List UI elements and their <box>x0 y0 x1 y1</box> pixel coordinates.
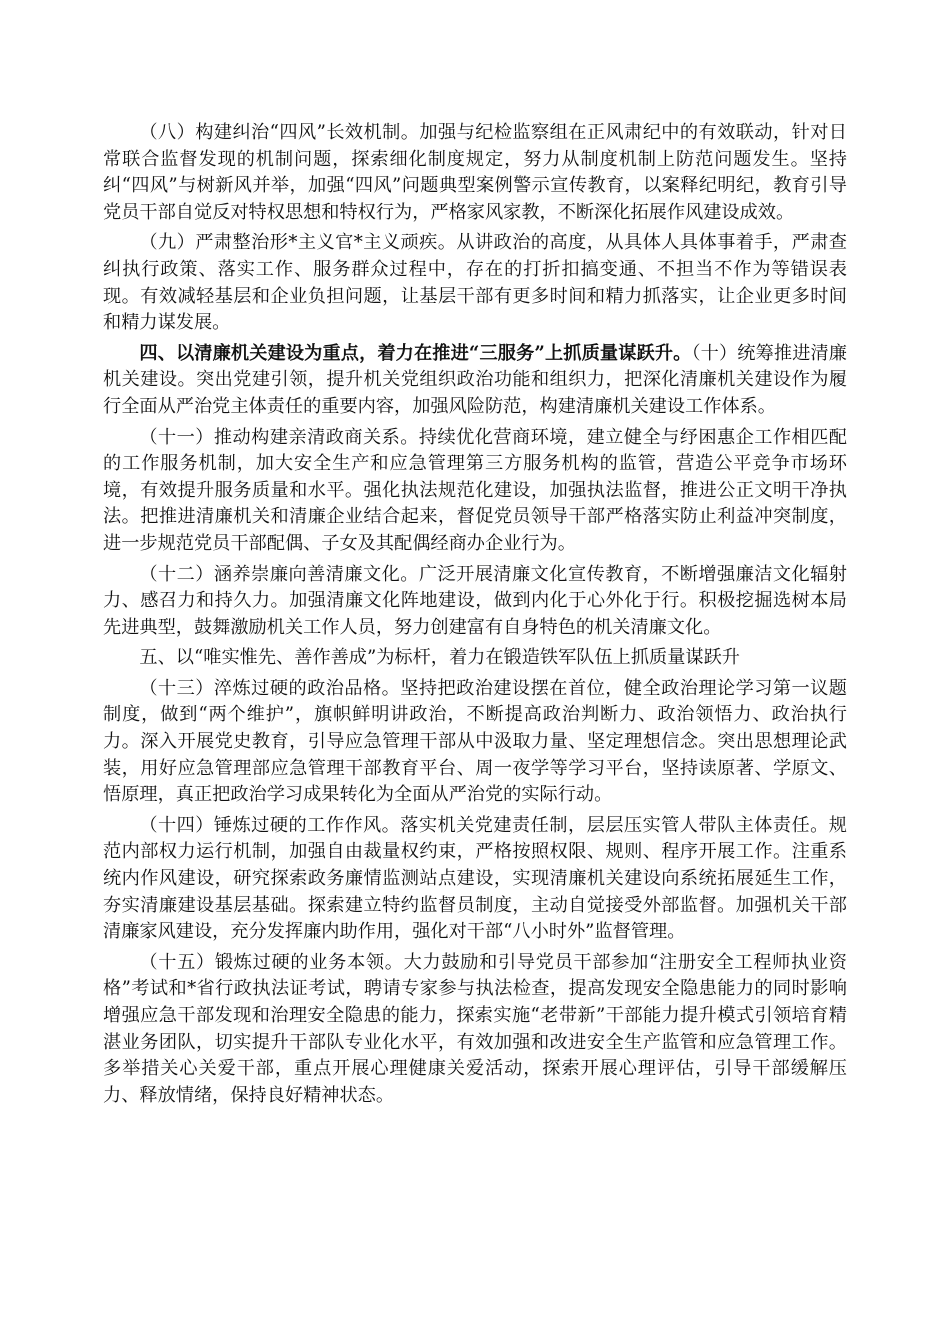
paragraph-12: （十二）涵养崇廉向善清廉文化。广泛开展清廉文化宣传教育，不断增强廉洁文化辐射力、感召力和持久力。加强清廉文化阵地建设，做到内化于心外化于行。积极挖掘选树本局先进典型，鼓舞激励机关工作人员，努力创建富有自身特色的机关清廉文化。 <box>103 563 847 638</box>
paragraph-10: （十）统筹推进清廉机关建设。突出党建引领，提升机关党组织政治功能和组织力，把深化清廉机关建设作为履行全面从严治党主体责任的重要内容，加强风险防范，构建清廉机关建设工作体系。 <box>103 342 847 417</box>
section-4-paragraph <box>103 341 847 421</box>
paragraph-8: （八）构建纠治“四风”长效机制。加强与纪检监察组在正风肃纪中的有效联动，针对日常联合监督发现的机制问题，探索细化制度规定，努力从制度机制上防范问题发生。坚持纠“四风”与树新风并举，加强“四风”问题典型案例警示宣传教育，以案释纪明纪，教育引导党员干部自觉反对特权思想和特权行为，严格家风家教，不断深化拓展作风建设成效。 <box>103 122 847 223</box>
section-4-heading: 四、以清廉机关建设为重点，着力在推进“三服务”上抓质量谋跃升。 <box>139 342 692 364</box>
paragraph-14: （十四）锤炼过硬的工作作风。落实机关党建责任制，层层压实管人带队主体责任。规范内部权力运行机制，加强自由裁量权约束，严格按照权限、规则、程序开展工作。注重系统内作风建设，研究探索政务廉情监测站点建设，实现清廉机关建设向系统拓展延生工作，夯实清廉建设基层基础。探索建立特约监督员制度，主动自觉接受外部监督。加强机关干部清廉家风建设，充分发挥廉内助作用，强化对干部“八小时外”监督管理。 <box>103 814 847 943</box>
document-body <box>103 120 847 1113</box>
section-5-heading: 五、以“唯实惟先、善作善成”为标杆，着力在锻造铁军队伍上抓质量谋跃升 <box>139 647 740 669</box>
paragraph-15: （十五）锻炼过硬的业务本领。大力鼓励和引导党员干部参加“注册安全工程师执业资格”考试和*省行政执法证考试，聘请专家参与执法检查，提高发现安全隐患能力的同时影响增强应急干部发现和治理安全隐患的能力，探索实施“老带新”干部能力提升模式引领培育精湛业务团队，切实提升干部队专业化水平，有效加强和改进安全生产监管和应急管理工作。多举措关心关爱干部，重点开展心理健康关爱活动，探索开展心理评估，引导干部缓解压力、释放情绪，保持良好精神状态。 <box>103 951 847 1106</box>
paragraph-13: （十三）淬炼过硬的政治品格。坚持把政治建设摆在首位，健全政治理论学习第一议题制度，做到“两个维护”，旗帜鲜明讲政治，不断提高政治判断力、政治领悟力、政治执行力。深入开展党史教育，引导应急管理干部从中汲取力量、坚定理想信念。突出思想理论武装，用好应急管理部应急管理干部教育平台、周一夜学等学习平台，坚持读原著、学原文、悟原理，真正把政治学习成果转化为全面从严治党的实际行动。 <box>103 677 847 806</box>
paragraph-11: （十一）推动构建亲清政商关系。持续优化营商环境，建立健全与纾困惠企工作相匹配的工作服务机制，加大安全生产和应急管理第三方服务机构的监管，营造公平竞争市场环境，有效提升服务质量和水平。强化执法规范化建设，加强执法监督，推进公正文明干净执法。把推进清廉机关和清廉企业结合起来，督促党员领导干部严格落实防止利益冲突制度，进一步规范党员干部配偶、子女及其配偶经商办企业行为。 <box>103 426 847 554</box>
paragraph-9: （九）严肃整治形*主义官*主义顽疾。从讲政治的高度，从具体人具体事着手，严肃查纠执行政策、落实工作、服务群众过程中，存在的打折扣搞变通、不担当不作为等错误表现。有效减轻基层和企业负担问题，让基层干部有更多时间和精力抓落实，让企业更多时间和精力谋发展。 <box>103 232 847 334</box>
